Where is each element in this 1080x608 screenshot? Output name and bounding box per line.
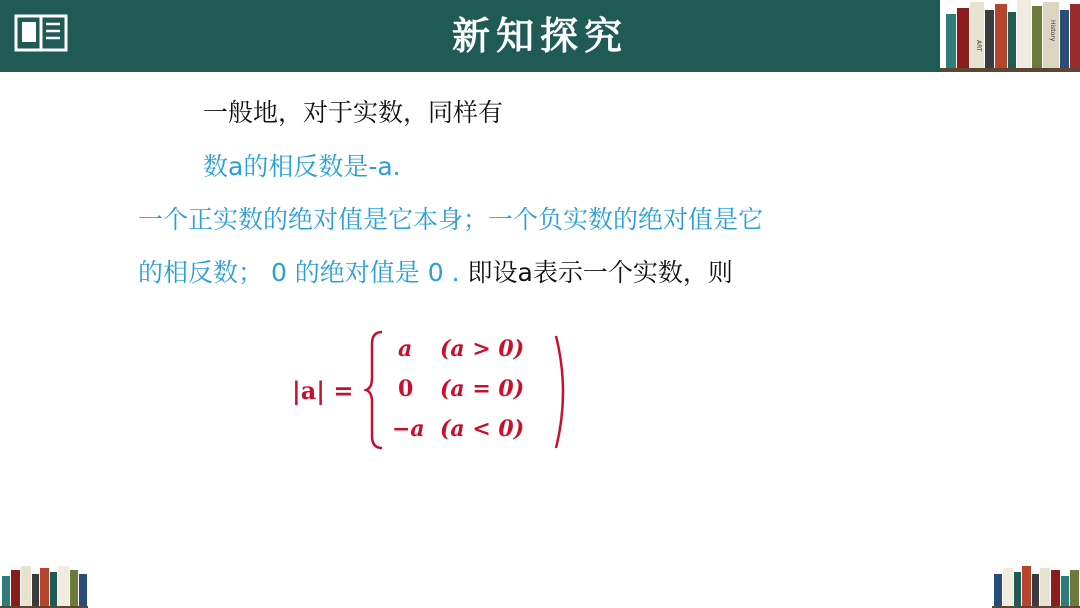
case-2-value: 0 bbox=[398, 376, 414, 402]
case-1-condition: (a > 0) bbox=[440, 336, 525, 362]
text-line-3: 一个正实数的绝对值是它本身；一个负实数的绝对值是它 bbox=[138, 205, 764, 234]
shelf-label-art: ART bbox=[975, 40, 982, 52]
text-line-1: 一般地，对于实数，同样有 bbox=[203, 98, 504, 127]
shelf-label-history: History bbox=[1049, 20, 1056, 42]
right-paren bbox=[554, 334, 570, 450]
case-row-3 bbox=[392, 416, 524, 442]
text-line-4-blue: 的相反数； 0 的绝对值是 0 . bbox=[138, 258, 460, 287]
case-1-value: a bbox=[398, 336, 413, 362]
case-row-2 bbox=[398, 376, 524, 402]
books-shelf-bottom-right bbox=[992, 566, 1080, 608]
case-2-condition: (a = 0) bbox=[440, 376, 525, 402]
header-bar bbox=[0, 0, 1080, 72]
formula-lhs: |a| = bbox=[292, 376, 354, 405]
text-line-4 bbox=[138, 256, 733, 290]
text-line-4-black: 即设a表示一个实数，则 bbox=[467, 258, 733, 287]
text-line-2: 数a的相反数是-a. bbox=[203, 152, 401, 181]
left-brace bbox=[364, 330, 384, 450]
page-title: 新知探究 bbox=[451, 13, 628, 58]
books-shelf-bottom-left bbox=[0, 566, 88, 608]
case-row-1 bbox=[398, 336, 524, 362]
case-3-value: −a bbox=[392, 416, 425, 442]
case-3-condition: (a < 0) bbox=[440, 416, 525, 442]
books-shelf-decoration bbox=[940, 0, 1080, 72]
absolute-value-formula bbox=[292, 330, 592, 455]
